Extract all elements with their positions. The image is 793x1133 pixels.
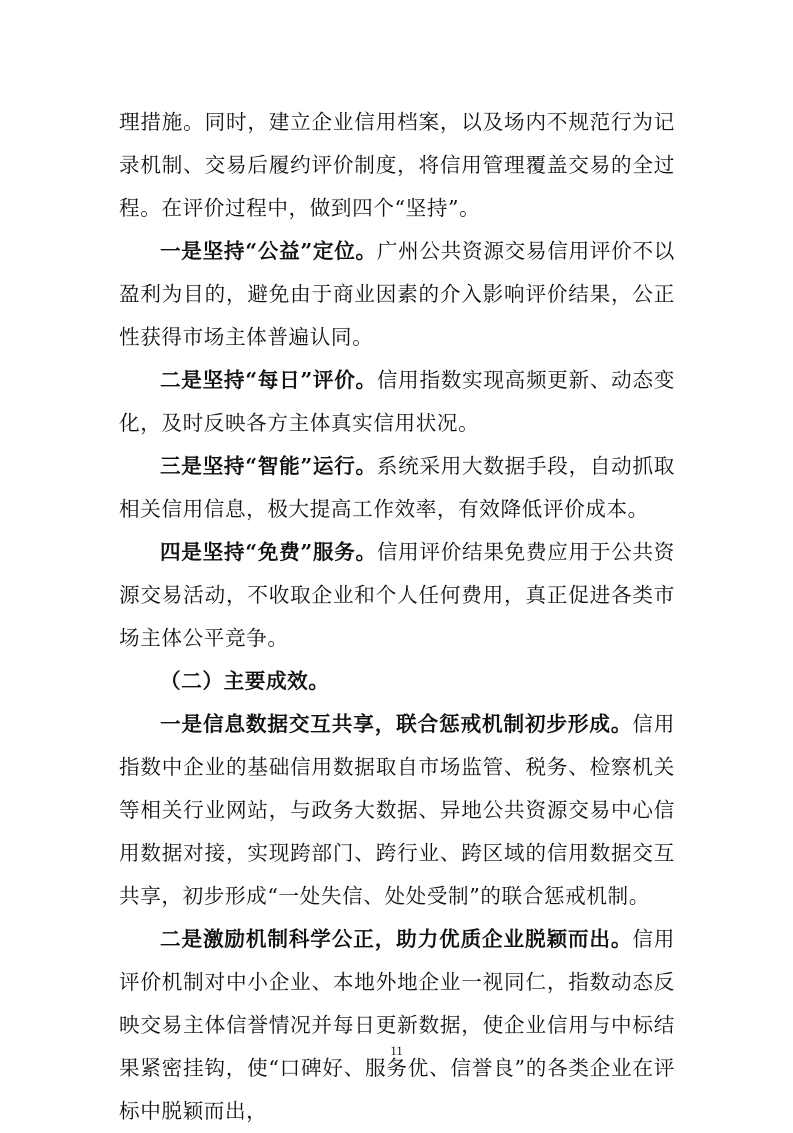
- paragraph-text: 系统采用大数据手段，自动抓取相关信用信息，极大提高工作效率，有效降低评价成本。: [119, 454, 675, 521]
- paragraph-text: 信用评价结果免费应用于公共资源交易活动，不收取企业和个人任何费用，真正促进各类市场主体公平竞争。: [119, 540, 675, 650]
- section-heading-main-results: [119, 660, 675, 703]
- paragraph-lead: 二是激励机制科学公正，助力优质企业脱颖而出。: [160, 927, 633, 951]
- section-heading: （二）主要成效。: [160, 669, 330, 693]
- paragraph-lead: 二是坚持“每日”评价。: [160, 368, 377, 392]
- paragraph-lead: 一是信息数据交互共享，联合惩戒机制初步形成。: [160, 712, 633, 736]
- paragraph-daily-evaluation: [119, 359, 675, 445]
- paragraph-lead: 三是坚持“智能”运行。: [160, 454, 377, 478]
- paragraph-text: 信用指数实现高频更新、动态变化，及时反映各方主体真实信用状况。: [119, 368, 675, 435]
- paragraph-text: 理措施。同时，建立企业信用档案，以及场内不规范行为记录机制、交易后履约评价制度，将信用管理覆盖交易的全过程。在评价过程中，做到四个“坚持”。: [119, 110, 675, 220]
- paragraph-lead: 一是坚持“公益”定位。: [160, 239, 377, 263]
- paragraph-lead: 四是坚持“免费”服务。: [160, 540, 377, 564]
- paragraph-text: 信用指数中企业的基础信用数据取自市场监管、税务、检察机关等相关行业网站，与政务大数据、异地公共资源交易中心信用数据对接，实现跨部门、跨行业、跨区域的信用数据交互共享，初步形成“一处失信、处处受制”的联合惩戒机制。: [119, 712, 675, 908]
- paragraph-continuation: [119, 101, 675, 230]
- paragraph-text: 信用评价机制对中小企业、本地外地企业一视同仁，指数动态反映交易主体信誉情况并每日更新数据，使企业信用与中标结果紧密挂钩，使“口碑好、服务优、信誉良”的各类企业在评标中脱颖而出，: [119, 927, 675, 1123]
- body-text: [119, 101, 675, 1133]
- paragraph-free-service: [119, 531, 675, 660]
- paragraph-smart-operation: [119, 445, 675, 531]
- page-number: 11: [390, 1043, 403, 1058]
- paragraph-text: 广州公共资源交易信用评价不以盈利为目的，避免由于商业因素的介入影响评价结果，公正性获得市场主体普遍认同。: [119, 239, 675, 349]
- paragraph-data-sharing: [119, 703, 675, 918]
- paragraph-public-benefit: [119, 230, 675, 359]
- paragraph-incentive-mechanism: [119, 918, 675, 1133]
